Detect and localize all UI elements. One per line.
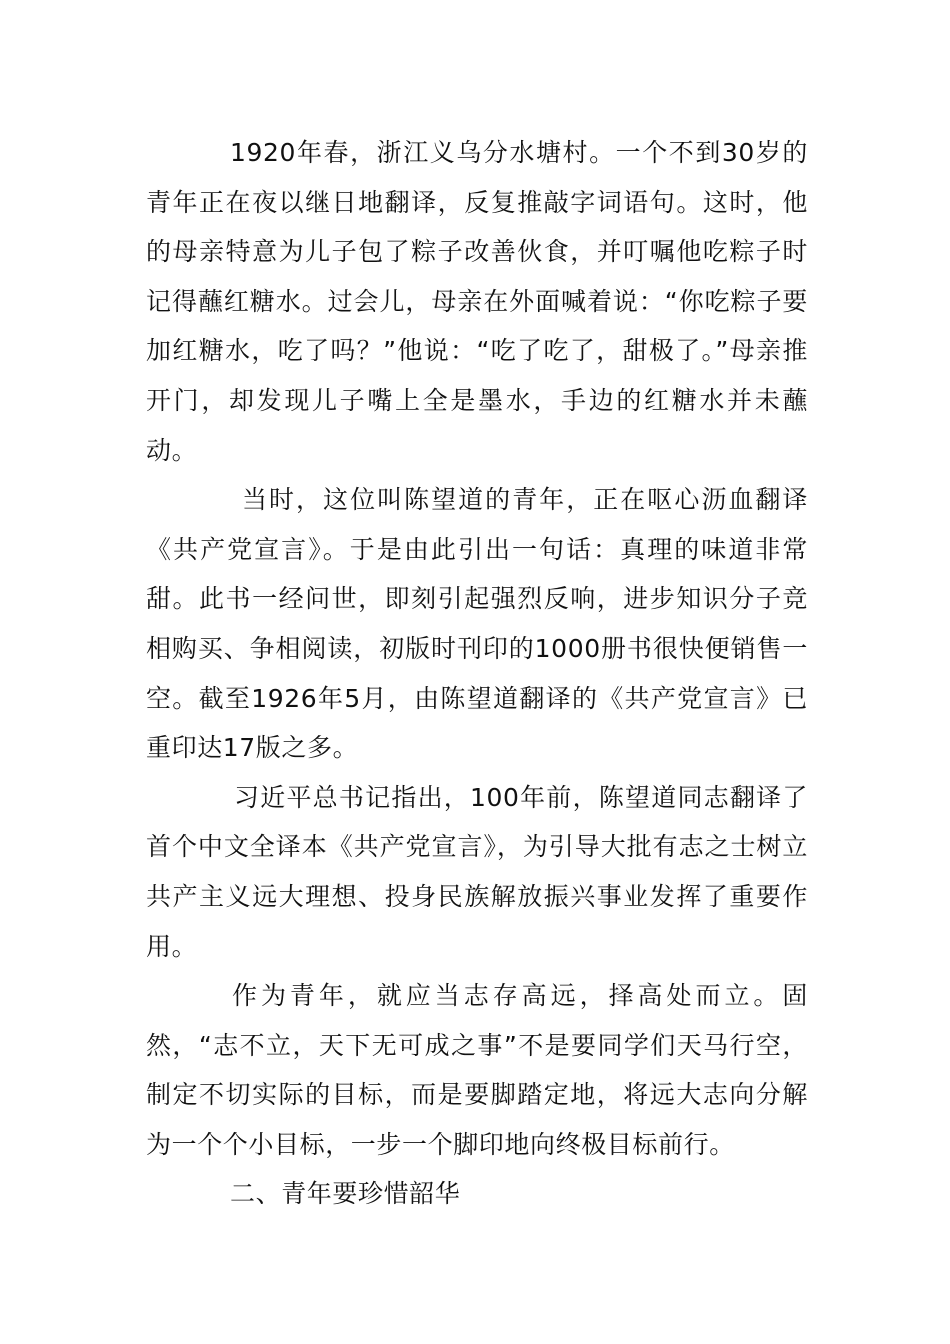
paragraph-chen-wangdao-story: 1920年春，浙江义乌分水塘村。一个不到30岁的青年正在夜以继日地翻译，反复推敲字词语句。这时，他的母亲特意为儿子包了粽子改善伙食，并叮嘱他吃粽子时记得蘸红糖水。过会儿，母亲在外面喊着说：“你吃粽子要加红糖水，吃了吗？”他说：“吃了吃了，甜极了。”母亲推开门，却发现儿子嘴上全是墨水，手边的红糖水并未蘸动。: [146, 138, 808, 465]
paragraph-youth-ambition: 作为青年，就应当志存高远，择高处而立。固然，“志不立，天下无可成之事”不是要同学们天马行空，制定不切实际的目标，而是要脚踏定地，将远大志向分解为一个个小目标，一步一个脚印地向终极目标前行。: [146, 981, 808, 1159]
document-body: [146, 128, 808, 1219]
section-heading: 二、青年要珍惜韶华: [230, 1179, 461, 1209]
paragraph-xi-jinping-quote: 习近平总书记指出，100年前，陈望道同志翻译了首个中文全译本《共产党宣言》，为引导大批有志之士树立共产主义远大理想、投身民族解放振兴事业发挥了重要作用。: [146, 782, 808, 961]
paragraph-communist-manifesto-translation: 当时，这位叫陈望道的青年，正在呕心沥血翻译《共产党宣言》。于是由此引出一句话：真理的味道非常甜。此书一经问世，即刻引起强烈反响，进步知识分子竞相购买、争相阅读，初版时刊印的1000册书很快便销售一空。截至1926年5月，由陈望道翻译的《共产党宣言》已重印达17版之多。: [146, 485, 808, 763]
